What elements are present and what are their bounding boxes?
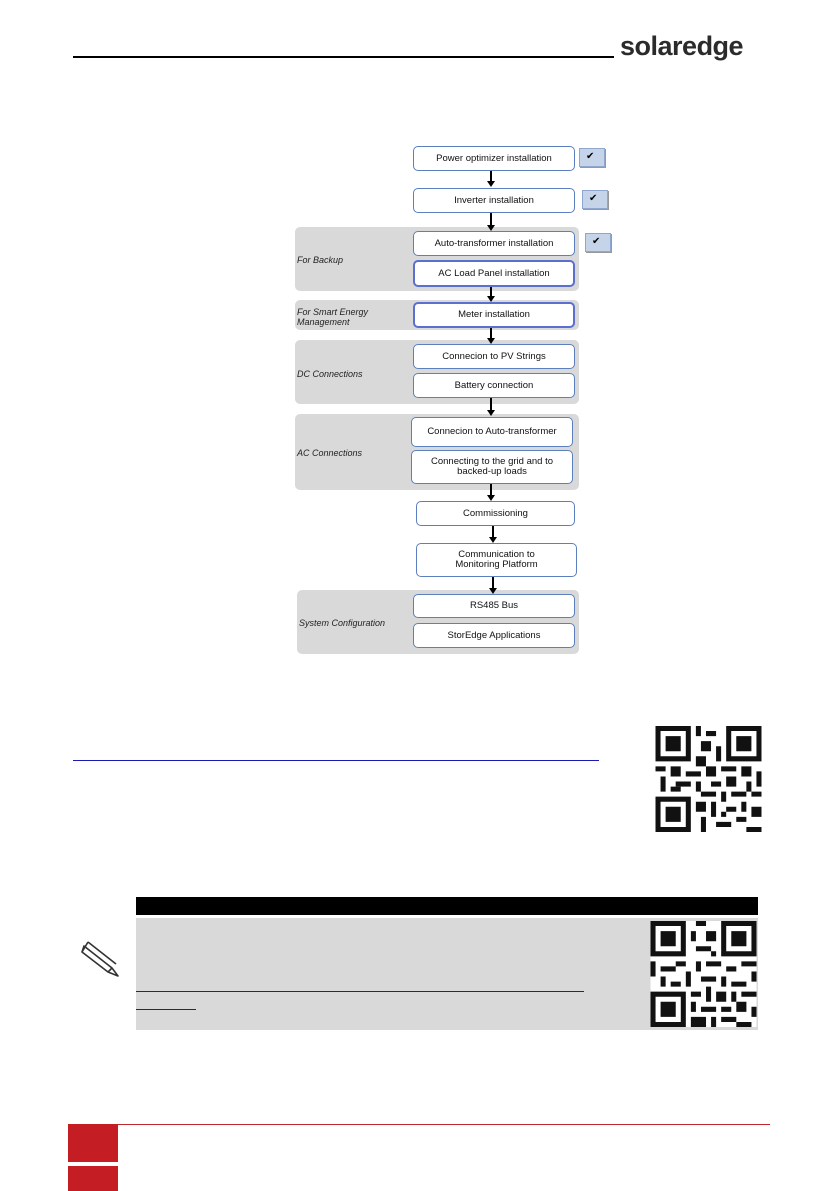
- group-label-system-configuration: System Configuration: [299, 618, 386, 628]
- note-header-bar: [136, 897, 758, 915]
- check-mark-inverter: ✔: [582, 190, 608, 209]
- check-mark-auto-transformer: ✔: [585, 233, 611, 252]
- arrow-2: [487, 213, 495, 231]
- step-pv-strings: Connecion to PV Strings: [413, 344, 575, 369]
- arrow-7: [489, 526, 497, 543]
- step-rs485-bus: RS485 Bus: [413, 594, 575, 618]
- logo-text-solar: solar: [620, 31, 683, 61]
- group-label-for-backup: For Backup: [297, 255, 344, 265]
- step-monitoring-communication: Communication to Monitoring Platform: [416, 543, 577, 577]
- logo-text-edge: edge: [682, 31, 744, 61]
- arrow-3: [487, 287, 495, 302]
- arrow-1: [487, 171, 495, 187]
- hyperlink-underline[interactable]: [73, 760, 599, 761]
- group-label-smart-energy: For Smart Energy Management: [297, 307, 369, 327]
- group-label-dc-connections: DC Connections: [297, 369, 363, 379]
- qr-code-icon: [655, 726, 762, 832]
- step-meter: Meter installation: [413, 302, 575, 328]
- footer-page-marker-lower: [68, 1166, 118, 1191]
- step-grid-backed-up-loads: Connecting to the grid and to backed-up loads: [411, 450, 573, 484]
- arrow-6: [487, 484, 495, 501]
- step-power-optimizer: Power optimizer installation: [413, 146, 575, 171]
- group-label-ac-connections: AC Connections: [297, 448, 363, 458]
- step-battery: Battery connection: [413, 373, 575, 398]
- paperclip-note-icon: [78, 938, 126, 980]
- arrow-5: [487, 398, 495, 416]
- arrow-4: [487, 328, 495, 344]
- note-hyperlink-underline-1[interactable]: [136, 991, 584, 992]
- step-inverter: Inverter installation: [413, 188, 575, 213]
- step-storedge-applications: StorEdge Applications: [413, 623, 575, 648]
- note-hyperlink-underline-2[interactable]: [136, 1009, 196, 1010]
- footer-rule: [118, 1124, 770, 1125]
- footer-page-marker: [68, 1124, 118, 1162]
- note-qr-code-icon: [650, 921, 757, 1027]
- step-commissioning: Commissioning: [416, 501, 575, 526]
- arrow-8: [489, 577, 497, 594]
- step-ac-load-panel: AC Load Panel installation: [413, 260, 575, 287]
- step-auto-transformer: Auto-transformer installation: [413, 231, 575, 256]
- check-mark-power-optimizer: ✔: [579, 148, 605, 167]
- step-auto-transformer-connection: Connecion to Auto-transformer: [411, 417, 573, 447]
